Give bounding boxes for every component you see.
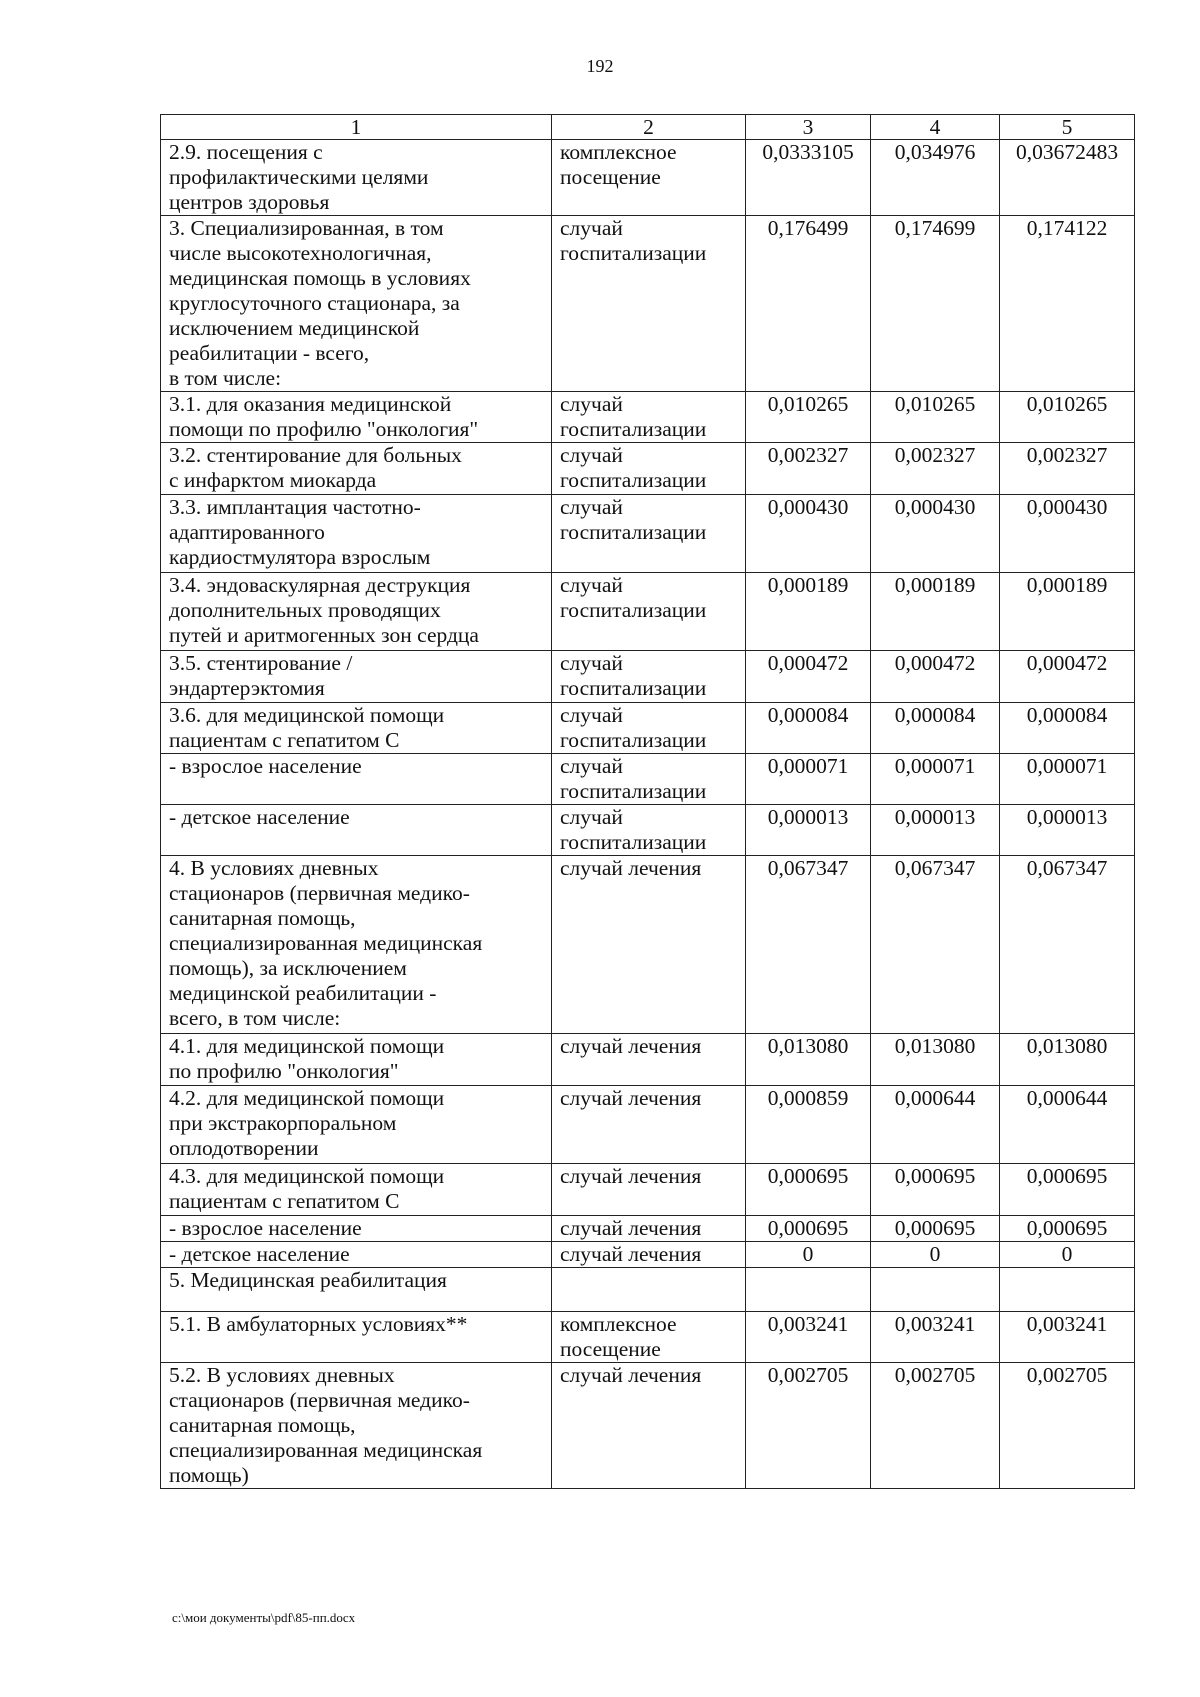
value-cell: 0,000695 xyxy=(746,1216,871,1242)
value-cell: 0,000013 xyxy=(871,805,1000,856)
unit-cell: случай госпитализации xyxy=(552,573,746,651)
unit-cell: случай госпитализации xyxy=(552,651,746,703)
unit-cell: случай лечения xyxy=(552,1086,746,1164)
table-row xyxy=(161,1164,1135,1216)
value-cell xyxy=(1000,1268,1135,1312)
table-row xyxy=(161,805,1135,856)
value-cell: 0,03672483 xyxy=(1000,140,1135,216)
value-cell: 0,000084 xyxy=(871,703,1000,754)
unit-cell xyxy=(552,1268,746,1312)
value-cell: 0,010265 xyxy=(1000,392,1135,443)
value-cell: 0,013080 xyxy=(746,1034,871,1086)
value-cell: 0,000189 xyxy=(871,573,1000,651)
value-cell: 0,000472 xyxy=(746,651,871,703)
value-cell: 0,174699 xyxy=(871,216,1000,392)
value-cell: 0,067347 xyxy=(1000,856,1135,1034)
table-row xyxy=(161,754,1135,805)
value-cell: 0,000695 xyxy=(1000,1216,1135,1242)
table-row xyxy=(161,651,1135,703)
table-row xyxy=(161,1268,1135,1312)
value-cell: 0,000695 xyxy=(871,1216,1000,1242)
value-cell: 0,013080 xyxy=(1000,1034,1135,1086)
value-cell: 0 xyxy=(746,1242,871,1268)
value-cell: 0,034976 xyxy=(871,140,1000,216)
unit-cell: случай госпитализации xyxy=(552,703,746,754)
unit-cell: случай лечения xyxy=(552,856,746,1034)
table-row xyxy=(161,1086,1135,1164)
footer-file-path: с:\мои документы\pdf\85-пп.docx xyxy=(172,1610,356,1625)
unit-cell: комплексное посещение xyxy=(552,140,746,216)
value-cell: 0,000071 xyxy=(871,754,1000,805)
table-row xyxy=(161,1363,1135,1489)
row-label-cell: - детское население xyxy=(161,805,552,856)
row-label-cell: 4. В условиях дневных стационаров (первичная медико- санитарная помощь, специализированная медицинская помощь), за исключением медицинской реабилитации - всего, в том числе: xyxy=(161,856,552,1034)
table-row xyxy=(161,1312,1135,1363)
page-number: 192 xyxy=(586,56,614,76)
value-cell: 0,002327 xyxy=(871,443,1000,495)
table-row xyxy=(161,703,1135,754)
norms-table xyxy=(160,114,1135,1489)
value-cell: 0,174122 xyxy=(1000,216,1135,392)
value-cell: 0,003241 xyxy=(871,1312,1000,1363)
value-cell: 0,010265 xyxy=(871,392,1000,443)
unit-cell: случай лечения xyxy=(552,1034,746,1086)
table-row xyxy=(161,443,1135,495)
row-label-cell: 3. Специализированная, в том числе высокотехнологичная, медицинская помощь в условиях круглосуточного стационара, за исключением медицинской реабилитации - всего, в том числе: xyxy=(161,216,552,392)
row-label-cell: 5.2. В условиях дневных стационаров (первичная медико- санитарная помощь, специализированная медицинская помощь) xyxy=(161,1363,552,1489)
value-cell: 0,003241 xyxy=(1000,1312,1135,1363)
value-cell: 0,000084 xyxy=(1000,703,1135,754)
row-label-cell: 3.1. для оказания медицинской помощи по профилю "онкология" xyxy=(161,392,552,443)
table-row xyxy=(161,140,1135,216)
row-label-cell: 3.5. стентирование / эндартерэктомия xyxy=(161,651,552,703)
row-label-cell: 4.2. для медицинской помощи при экстракорпоральном оплодотворении xyxy=(161,1086,552,1164)
value-cell: 0 xyxy=(871,1242,1000,1268)
value-cell: 0,000189 xyxy=(746,573,871,651)
unit-cell: случай госпитализации xyxy=(552,754,746,805)
value-cell xyxy=(746,1268,871,1312)
header-cell: 3 xyxy=(746,115,871,140)
row-label-cell: 3.4. эндоваскулярная деструкция дополнительных проводящих путей и аритмогенных зон сердца xyxy=(161,573,552,651)
table-row xyxy=(161,856,1135,1034)
value-cell: 0,002705 xyxy=(871,1363,1000,1489)
unit-cell: случай госпитализации xyxy=(552,392,746,443)
table-row xyxy=(161,392,1135,443)
unit-cell: случай лечения xyxy=(552,1216,746,1242)
table-header-row xyxy=(161,115,1135,140)
row-label-cell: - взрослое население xyxy=(161,754,552,805)
value-cell: 0,000013 xyxy=(1000,805,1135,856)
unit-cell: комплексное посещение xyxy=(552,1312,746,1363)
value-cell: 0,000695 xyxy=(1000,1164,1135,1216)
value-cell: 0,000430 xyxy=(746,495,871,573)
row-label-cell: - детское население xyxy=(161,1242,552,1268)
value-cell: 0,000695 xyxy=(746,1164,871,1216)
value-cell: 0,000430 xyxy=(871,495,1000,573)
unit-cell: случай лечения xyxy=(552,1164,746,1216)
value-cell: 0,0333105 xyxy=(746,140,871,216)
value-cell: 0,000695 xyxy=(871,1164,1000,1216)
value-cell: 0,067347 xyxy=(871,856,1000,1034)
header-cell: 4 xyxy=(871,115,1000,140)
row-label-cell: 4.3. для медицинской помощи пациентам с гепатитом С xyxy=(161,1164,552,1216)
unit-cell: случай госпитализации xyxy=(552,495,746,573)
row-label-cell: 3.2. стентирование для больных с инфарктом миокарда xyxy=(161,443,552,495)
row-label-cell: 4.1. для медицинской помощи по профилю "онкология" xyxy=(161,1034,552,1086)
value-cell: 0,002327 xyxy=(1000,443,1135,495)
row-label-cell: 5. Медицинская реабилитация xyxy=(161,1268,552,1312)
header-cell: 5 xyxy=(1000,115,1135,140)
row-label-cell: 2.9. посещения с профилактическими целями центров здоровья xyxy=(161,140,552,216)
value-cell: 0,013080 xyxy=(871,1034,1000,1086)
value-cell: 0,010265 xyxy=(746,392,871,443)
table-row xyxy=(161,1242,1135,1268)
value-cell: 0,000084 xyxy=(746,703,871,754)
unit-cell: случай госпитализации xyxy=(552,443,746,495)
value-cell: 0,000472 xyxy=(1000,651,1135,703)
value-cell: 0,000859 xyxy=(746,1086,871,1164)
unit-cell: случай лечения xyxy=(552,1363,746,1489)
value-cell: 0,000013 xyxy=(746,805,871,856)
header-cell: 1 xyxy=(161,115,552,140)
table-row xyxy=(161,1034,1135,1086)
unit-cell: случай лечения xyxy=(552,1242,746,1268)
value-cell: 0,003241 xyxy=(746,1312,871,1363)
unit-cell: случай госпитализации xyxy=(552,216,746,392)
value-cell: 0,002705 xyxy=(746,1363,871,1489)
table-row xyxy=(161,216,1135,392)
value-cell: 0,176499 xyxy=(746,216,871,392)
table-row xyxy=(161,573,1135,651)
table-row xyxy=(161,495,1135,573)
value-cell: 0,000071 xyxy=(746,754,871,805)
unit-cell: случай госпитализации xyxy=(552,805,746,856)
row-label-cell: - взрослое население xyxy=(161,1216,552,1242)
value-cell: 0,002327 xyxy=(746,443,871,495)
value-cell: 0,002705 xyxy=(1000,1363,1135,1489)
value-cell: 0,000189 xyxy=(1000,573,1135,651)
value-cell: 0,000472 xyxy=(871,651,1000,703)
value-cell: 0,000644 xyxy=(1000,1086,1135,1164)
value-cell: 0,067347 xyxy=(746,856,871,1034)
table-row xyxy=(161,1216,1135,1242)
row-label-cell: 3.3. имплантация частотно- адаптированного кардиостмулятора взрослым xyxy=(161,495,552,573)
row-label-cell: 3.6. для медицинской помощи пациентам с гепатитом С xyxy=(161,703,552,754)
value-cell: 0 xyxy=(1000,1242,1135,1268)
value-cell: 0,000430 xyxy=(1000,495,1135,573)
row-label-cell: 5.1. В амбулаторных условиях** xyxy=(161,1312,552,1363)
value-cell xyxy=(871,1268,1000,1312)
header-cell: 2 xyxy=(552,115,746,140)
value-cell: 0,000644 xyxy=(871,1086,1000,1164)
value-cell: 0,000071 xyxy=(1000,754,1135,805)
